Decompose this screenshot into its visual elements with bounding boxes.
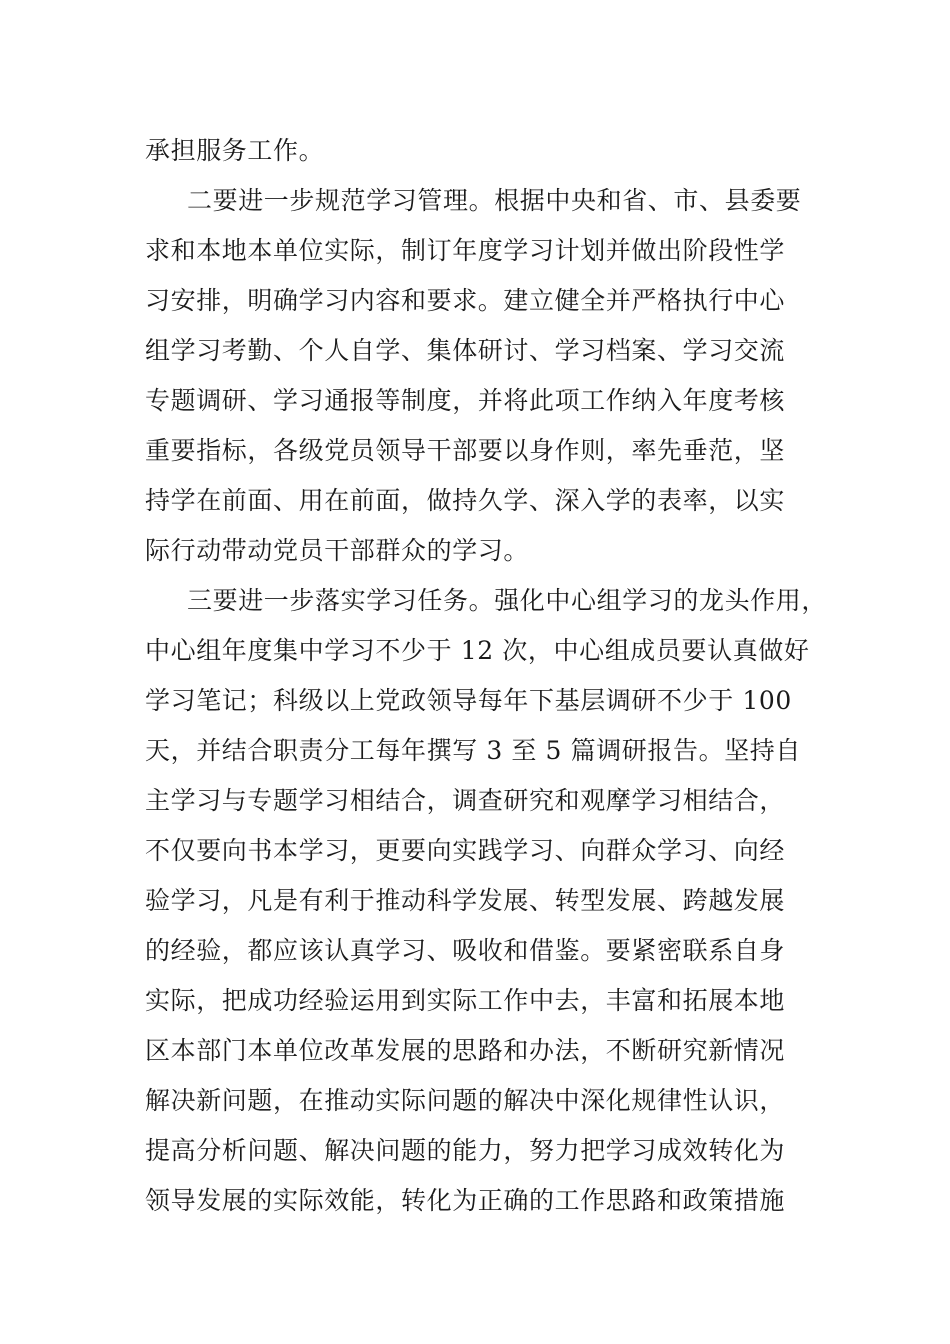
text-line: 领导发展的实际效能，转化为正确的工作思路和政策措施 (145, 1186, 786, 1215)
text-line: 组学习考勤、个人自学、集体研讨、学习档案、学习交流 (145, 336, 786, 365)
text-line: 学习笔记；科级以上党政领导每年下基层调研不少于 100 (145, 686, 792, 715)
text-line: 重要指标，各级党员领导干部要以身作则，率先垂范，坚 (145, 436, 786, 465)
text-line: 际行动带动党员干部群众的学习。 (145, 536, 530, 565)
text-line: 实际，把成功经验运用到实际工作中去，丰富和拓展本地 (145, 986, 786, 1015)
paragraph-start-line: 二要进一步规范学习管理。根据中央和省、市、县委要 (187, 186, 802, 215)
text-line: 不仅要向书本学习，更要向实践学习、向群众学习、向经 (145, 836, 786, 865)
text-line: 提高分析问题、解决问题的能力，努力把学习成效转化为 (145, 1136, 786, 1165)
text-line: 解决新问题，在推动实际问题的解决中深化规律性认识， (145, 1086, 786, 1115)
text-line: 习安排，明确学习内容和要求。建立健全并严格执行中心 (145, 286, 786, 315)
text-line: 承担服务工作。 (145, 136, 325, 165)
text-line: 求和本地本单位实际，制订年度学习计划并做出阶段性学 (145, 236, 786, 265)
text-line: 天，并结合职责分工每年撰写 3 至 5 篇调研报告。坚持自 (145, 736, 802, 765)
text-line: 中心组年度集中学习不少于 12 次，中心组成员要认真做好 (145, 636, 810, 665)
text-line: 持学在前面、用在前面，做持久学、深入学的表率，以实 (145, 486, 786, 515)
paragraph-start-line: 三要进一步落实学习任务。强化中心组学习的龙头作用， (187, 586, 828, 615)
text-line: 区本部门本单位改革发展的思路和办法，不断研究新情况 (145, 1036, 786, 1065)
text-line: 的经验，都应该认真学习、吸收和借鉴。要紧密联系自身 (145, 936, 786, 965)
text-line: 专题调研、学习通报等制度，并将此项工作纳入年度考核 (145, 386, 786, 415)
text-line: 主学习与专题学习相结合，调查研究和观摩学习相结合， (145, 786, 786, 815)
text-line: 验学习，凡是有利于推动科学发展、转型发展、跨越发展 (145, 886, 786, 915)
